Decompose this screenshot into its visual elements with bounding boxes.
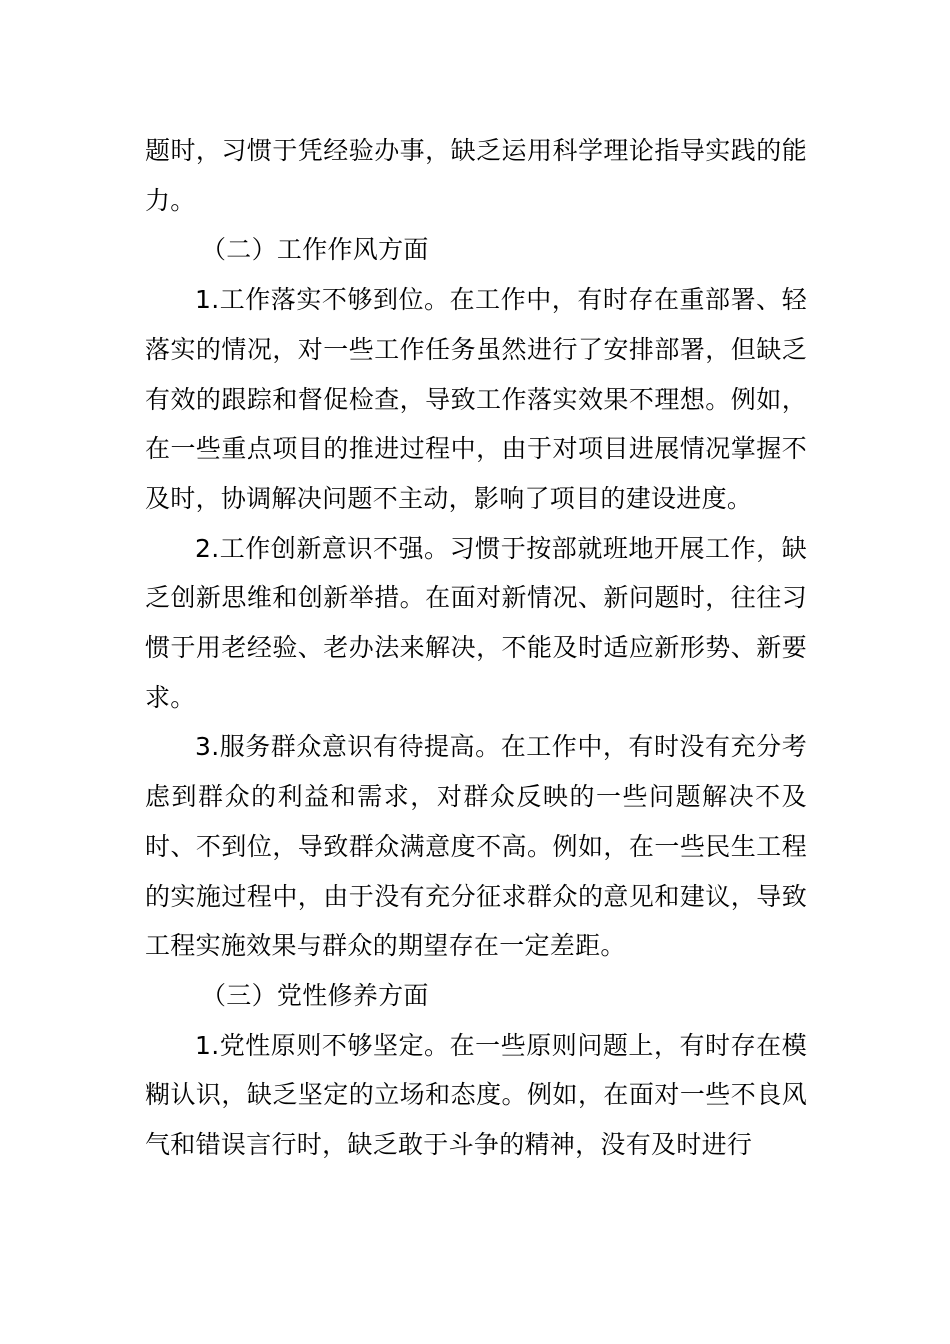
section-heading-party-spirit: （三）党性修养方面 bbox=[201, 980, 429, 1010]
paragraph-party-principle: 1.党性原则不够坚定。在一些原则问题上，有时存在模糊认识，缺乏坚定的立场和态度。例如，在面对一些不良风气和错误言行时，缺乏敢于斗争的精神，没有及时进行 bbox=[145, 1030, 807, 1160]
paragraph-serving-masses: 3.服务群众意识有待提高。在工作中，有时没有充分考虑到群众的利益和需求，对群众反映的一些问题解决不及时、不到位，导致群众满意度不高。例如，在一些民生工程的实施过程中，由于没有充分征求群众的意见和建议，导致工程实施效果与群众的期望存在一定差距。 bbox=[145, 732, 807, 961]
section-heading-work-style: （二）工作作风方面 bbox=[201, 235, 429, 265]
paragraph-continuation: 题时，习惯于凭经验办事，缺乏运用科学理论指导实践的能力。 bbox=[145, 136, 807, 215]
document-body bbox=[145, 126, 807, 1170]
paragraph-innovation: 2.工作创新意识不强。习惯于按部就班地开展工作，缺乏创新思维和创新举措。在面对新情况、新问题时，往往习惯于用老经验、老办法来解决，不能及时适应新形势、新要求。 bbox=[145, 533, 807, 712]
paragraph-work-implementation: 1.工作落实不够到位。在工作中，有时存在重部署、轻落实的情况，对一些工作任务虽然进行了安排部署，但缺乏有效的跟踪和督促检查，导致工作落实效果不理想。例如，在一些重点项目的推进过程中，由于对项目进展情况掌握不及时，协调解决问题不主动，影响了项目的建设进度。 bbox=[145, 285, 807, 513]
